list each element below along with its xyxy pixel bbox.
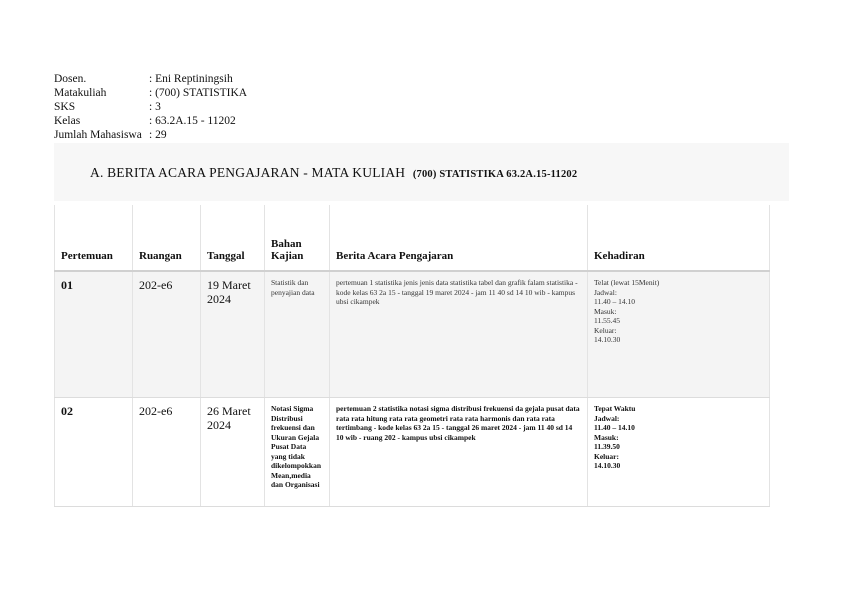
meta-label: Matakuliah [54, 87, 107, 99]
header-tanggal: Tanggal [201, 205, 265, 271]
cell-ruangan: 202-e6 [133, 398, 201, 507]
meta-row-jumlah [54, 128, 247, 142]
table-row [55, 271, 770, 398]
header-berita-acara: Berita Acara Pengajaran [330, 205, 588, 271]
cell-tanggal: 26 Maret 2024 [201, 398, 265, 507]
table-row [55, 398, 770, 507]
meta-label: SKS [54, 101, 76, 113]
cell-kehadiran: Tepat Waktu Jadwal: 11.40 – 14.10 Masuk: 11.39.50 Keluar: 14.10.30 [588, 398, 770, 507]
meta-value: : 3 [149, 101, 161, 113]
meta-row-sks [54, 100, 247, 114]
meta-label: Dosen. [54, 73, 87, 85]
cell-ruangan: 202-e6 [133, 271, 201, 398]
header-kehadiran: Kehadiran [588, 205, 770, 271]
meta-value: : Eni Reptiningsih [149, 73, 233, 85]
teaching-report-table [54, 205, 770, 507]
cell-kehadiran: Telat (lewat 15Menit) Jadwal: 11.40 – 14.10 Masuk: 11.55.45 Keluar: 14.10.30 [588, 271, 770, 398]
header-bahan-kajian: Bahan Kajian [265, 205, 330, 271]
header-pertemuan: Pertemuan [55, 205, 133, 271]
cell-tanggal: 19 Maret 2024 [201, 271, 265, 398]
page-title [90, 165, 577, 181]
course-meta [54, 72, 247, 142]
meta-label: Jumlah Mahasiswa [54, 129, 142, 141]
cell-pertemuan: 01 [55, 271, 133, 398]
title-sub: (700) STATISTIKA 63.2A.15-11202 [412, 169, 578, 180]
title-main: A. BERITA ACARA PENGAJARAN - MATA KULIAH [90, 165, 406, 180]
cell-bahan-kajian: Statistik dan penyajian data [265, 271, 330, 398]
meta-row-kelas [54, 114, 247, 128]
cell-berita-acara: pertemuan 2 statistika notasi sigma distribusi frekuensi da gejala pusat data rata rata hitung rata rata geometri rata rata harmonis dan rata rata tertimbang - kode kelas 63 2a 15 - tanggal 26 maret 2024 - jam 11 40 sd 14 10 wib - ruang 202 - kampus ubsi cikampek [330, 398, 588, 507]
table-header-row [55, 205, 770, 271]
cell-bahan-kajian: Notasi Sigma Distribusi frekuensi dan Ukuran Gejala Pusat Data yang tidak dikelompokkan Mean,media dan Organisasi [265, 398, 330, 507]
meta-value: : 29 [149, 129, 167, 141]
meta-row-dosen [54, 72, 247, 86]
cell-pertemuan: 02 [55, 398, 133, 507]
header-ruangan: Ruangan [133, 205, 201, 271]
meta-label: Kelas [54, 115, 81, 127]
meta-value: : (700) STATISTIKA [149, 87, 248, 99]
cell-berita-acara: pertemuan 1 statistika jenis jenis data statistika tabel dan grafik falam statistika - kode kelas 63 2a 15 - tanggal 19 maret 2024 - jam 11 40 sd 14 10 wib - kampus ubsi cikampek [330, 271, 588, 398]
meta-value: : 63.2A.15 - 11202 [149, 115, 236, 127]
meta-row-matakuliah [54, 86, 247, 100]
